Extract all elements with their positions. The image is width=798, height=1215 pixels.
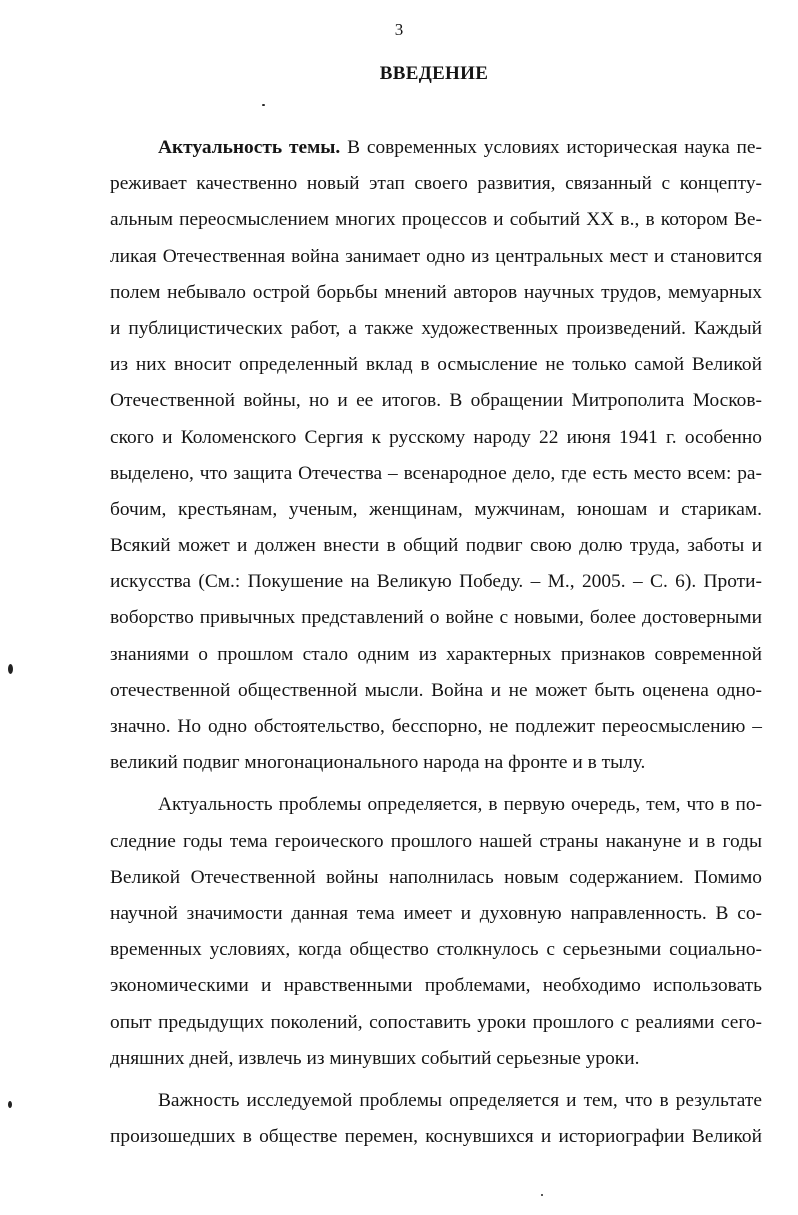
text-line: произошедших в обществе перемен, коснувшихся и историографии Великой [110,1126,762,1148]
paragraph-lead: Актуальность темы. [158,137,341,158]
text-line: полем небывало острой борьбы мнений авторов научных трудов, мемуарных [110,281,762,303]
text-line: Всякий может и должен внести в общий подвиг свою долю труда, заботы и [110,535,762,557]
text-line: временных условиях, когда общество столкнулось с серьезными социально- [110,939,762,961]
text-line: дняшних дней, извлечь из минувших событий серьезные уроки. [110,1047,640,1069]
text-line: следние годы тема героического прошлого нашей страны накануне и в годы [110,830,762,852]
text-line: Отечественной войны, но и ее итогов. В обращении Митрополита Москов- [110,390,762,412]
text-line: отечественной общественной мысли. Война и не может быть оценена одно- [110,679,762,701]
text-line: и публицистических работ, а также художественных произведений. Каждый [110,317,762,339]
page-number: 3 [394,20,404,39]
text-line: опыт предыдущих поколений, сопоставить уроки прошлого с реалиями сего- [110,1011,762,1033]
text-line: воборство привычных представлений о войне с новыми, более достоверными [110,607,762,629]
scan-speck [541,1194,543,1196]
text-line: знаниями о прошлом стало одним из характерных признаков современной [110,643,762,665]
text-line: Великой Отечественной войны наполнилась новым содержанием. Помимо [110,866,762,888]
text-line: значно. Но одно обстоятельство, бесспорно, не подлежит переосмыслению – [110,716,762,737]
text-line: великий подвиг многонационального народа на фронте и в тылу. [110,752,646,774]
text-line: реживает качественно новый этап своего развития, связанный с концепту- [110,173,762,195]
text-line: научной значимости данная тема имеет и духовную направленность. В со- [110,902,762,924]
text-line: выделено, что защита Отечества – всенародное дело, где есть место всем: ра- [110,462,762,484]
text-line: ликая Отечественная война занимает одно из центральных мест и становится [110,245,762,267]
paragraph-importance [110,1083,762,1155]
page-title: ВВЕДЕНИЕ [379,63,489,84]
text-line: ского и Коломенского Сергия к русскому народу 22 июня 1941 г. особенно [110,426,762,448]
text-line: Актуальность проблемы определяется, в первую очередь, тем, что в по- [158,794,762,816]
scan-speck [8,664,13,674]
text-line: Актуальность темы. В современных условиях историческая наука пе- [158,137,762,158]
paragraph-relevance [110,130,762,781]
paragraph-problem-relevance [110,787,762,1077]
body-text [110,130,762,1155]
scan-speck [8,1101,12,1108]
text-line: из них вносит определенный вклад в осмысление не только самой Великой [110,354,762,376]
text-line: бочим, крестьянам, ученым, женщинам, мужчинам, юношам и старикам. [110,498,762,520]
text-line: искусства (См.: Покушение на Великую Победу. – М., 2005. – С. 6). Проти- [110,571,762,593]
text-line: экономическими и нравственными проблемами, необходимо использовать [110,975,762,997]
scan-speck [262,104,265,106]
text-line: Важность исследуемой проблемы определяется и тем, что в результате [158,1089,762,1111]
text-line: альным переосмыслением многих процессов и событий XX в., в котором Ве- [110,209,762,231]
